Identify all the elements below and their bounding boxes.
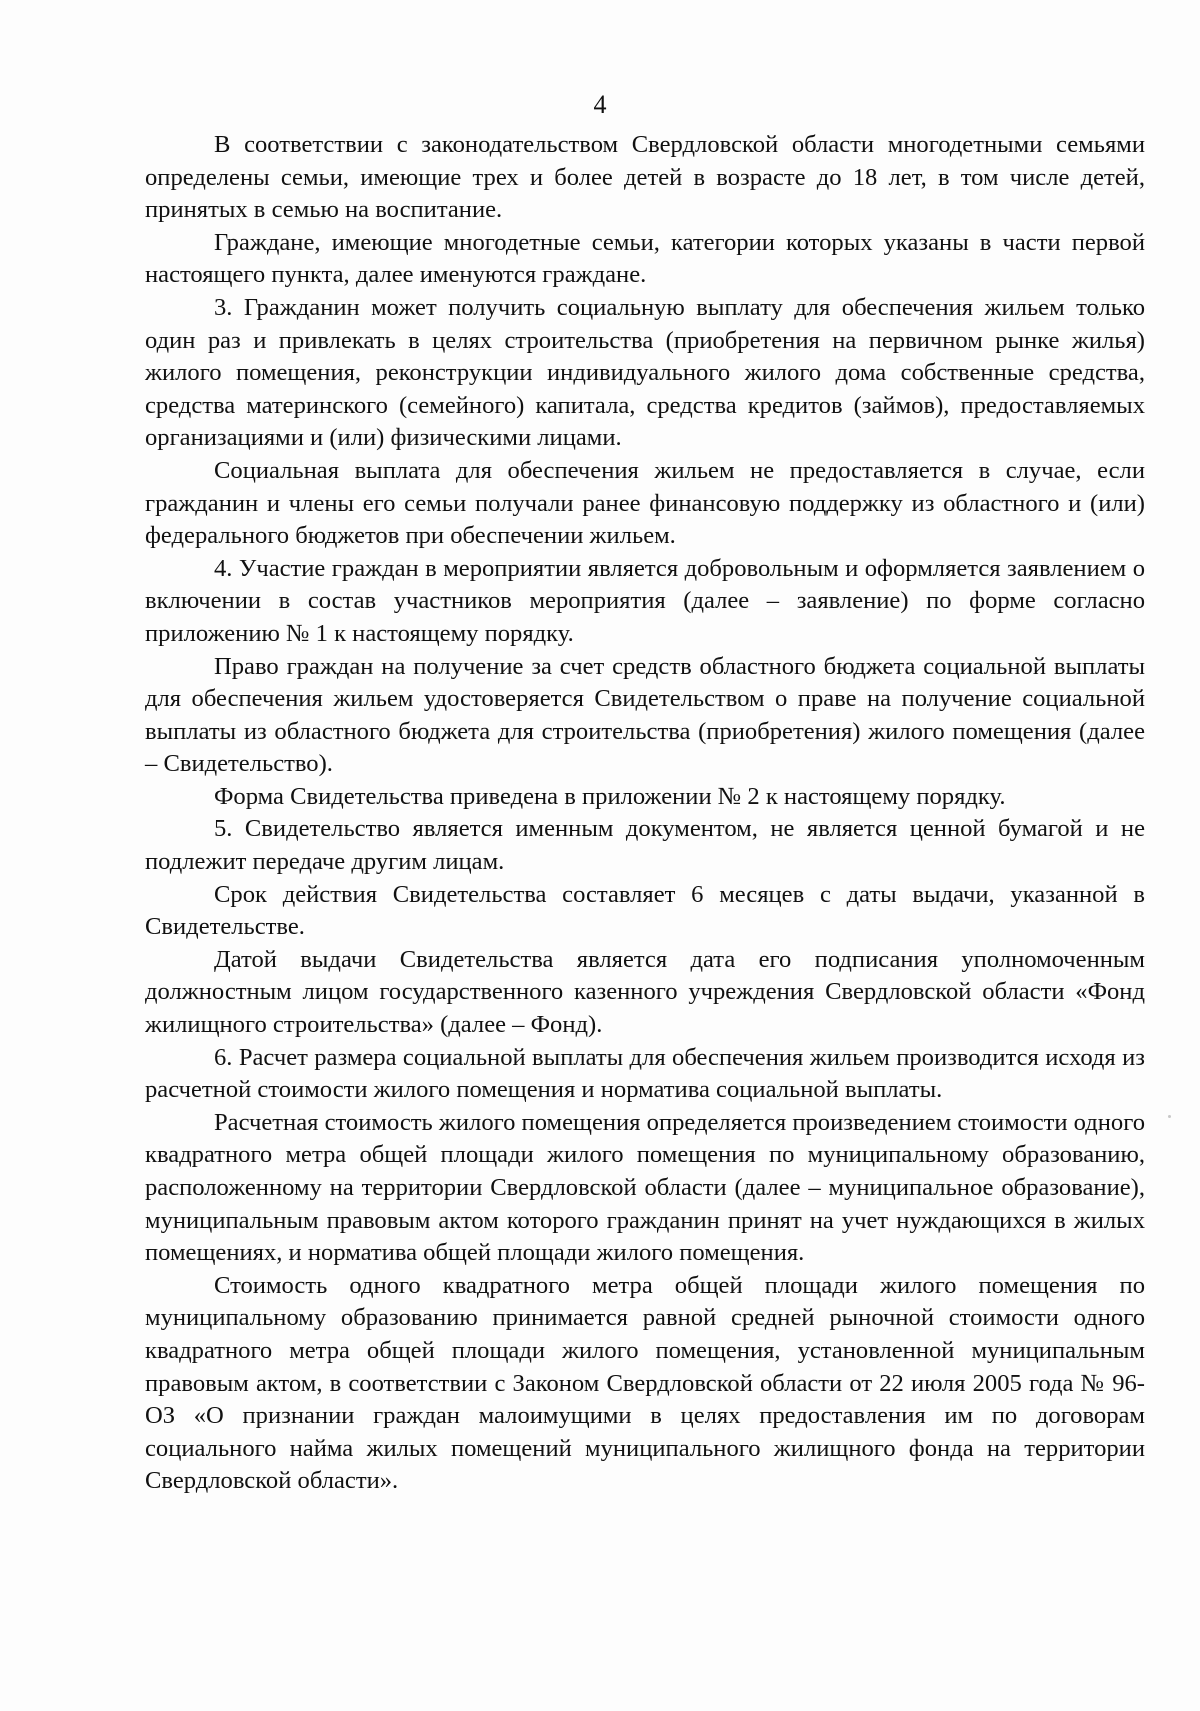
- paragraph: 5. Свидетельство является именным документом, не является ценной бумагой и не подлежит передаче другим лицам.: [145, 815, 1145, 876]
- paragraph: 6. Расчет размера социальной выплаты для обеспечения жильем производится исходя из расчетной стоимости жилого помещения и норматива социальной выплаты.: [145, 1043, 1145, 1104]
- scan-speck: [1168, 1115, 1171, 1118]
- paragraph: 4. Участие граждан в мероприятии является добровольным и оформляется заявлением о включении в состав участников мероприятия (далее – заявление) по форме согласно приложению № 1 к настоящему порядку.: [145, 554, 1145, 647]
- document-body: [145, 129, 1145, 1498]
- paragraph: Расчетная стоимость жилого помещения определяется произведением стоимости одного квадратного метра общей площади жилого помещения по муниципальному образованию, расположенному на территории Свердловской области (далее – муниципальное образование), муниципальным правовым актом которого гражданин принят на учет нуждающихся в жилых помещениях, и норматива общей площади жилого помещения.: [145, 1108, 1145, 1267]
- paragraph: Форма Свидетельства приведена в приложении № 2 к настоящему порядку.: [214, 782, 1006, 810]
- page-number: 4: [593, 90, 607, 119]
- paragraph: Граждане, имеющие многодетные семьи, категории которых указаны в части первой настоящего пункта, далее именуются граждане.: [145, 228, 1145, 289]
- paragraph: Срок действия Свидетельства составляет 6 месяцев с даты выдачи, указанной в Свидетельстве.: [145, 880, 1145, 941]
- paragraph: Социальная выплата для обеспечения жильем не предоставляется в случае, если гражданин и члены его семьи получали ранее финансовую поддержку из областного и (или) федерального бюджетов при обеспечении жильем.: [145, 456, 1145, 550]
- paragraph: В соответствии с законодательством Свердловской области многодетными семьями определены семьи, имеющие трех и более детей в возрасте до 18 лет, в том числе детей, принятых в семью на воспитание.: [145, 131, 1145, 224]
- paragraph: 3. Гражданин может получить социальную выплату для обеспечения жильем только один раз и привлекать в целях строительства (приобретения на первичном рынке жилья) жилого помещения, реконструкции индивидуального жилого дома собственные средства, средства материнского (семейного) капитала, средства кредитов (займов), предоставляемых организациями и (или) физическими лицами.: [145, 293, 1145, 452]
- paragraph: Датой выдачи Свидетельства является дата его подписания уполномоченным должностным лицом государственного казенного учреждения Свердловской области «Фонд жилищного строительства» (далее – Фонд).: [145, 945, 1145, 1039]
- paragraph: Стоимость одного квадратного метра общей площади жилого помещения по муниципальному образованию принимается равной средней рыночной стоимости одного квадратного метра общей площади жилого помещения, установленной муниципальным правовым актом, в соответствии с Законом Свердловской области от 22 июля 2005 года № 96-ОЗ «О признании граждан малоимущими в целях предоставления им по договорам социального найма жилых помещений муниципального жилищного фонда на территории Свердловской области».: [145, 1271, 1145, 1495]
- paragraph: Право граждан на получение за счет средств областного бюджета социальной выплаты для обеспечения жильем удостоверяется Свидетельством о праве на получение социальной выплаты из областного бюджета для строительства (приобретения) жилого помещения (далее – Свидетельство).: [145, 652, 1145, 778]
